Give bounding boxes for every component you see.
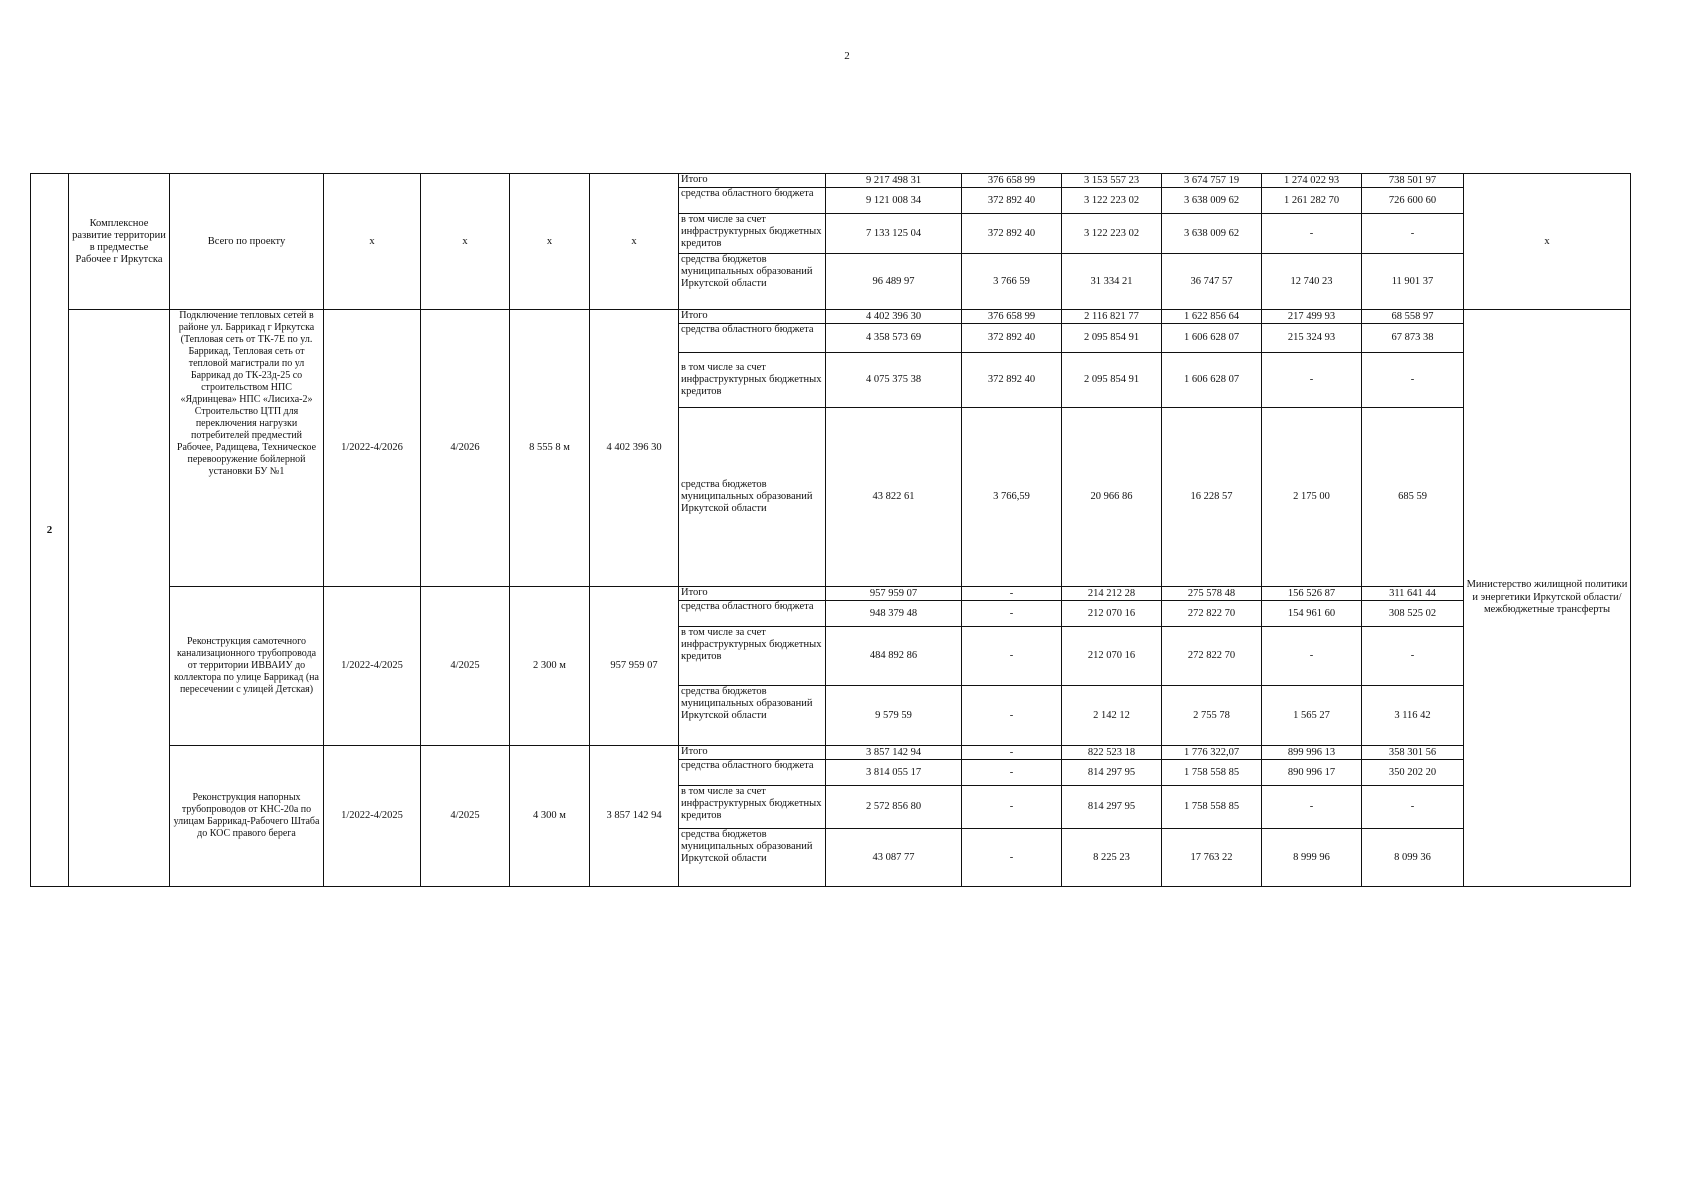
value-cell: 3 638 009 62 xyxy=(1162,214,1262,254)
value-cell: 890 996 17 xyxy=(1262,760,1362,786)
project-completion: 4/2025 xyxy=(421,587,510,746)
value-cell: 2 095 854 91 xyxy=(1062,353,1162,408)
value-cell: 96 489 97 xyxy=(826,254,962,310)
value-cell: 3 814 055 17 xyxy=(826,760,962,786)
value-cell: 1 274 022 93 xyxy=(1262,174,1362,188)
value-cell: - xyxy=(1362,627,1464,686)
value-cell: 1 261 282 70 xyxy=(1262,188,1362,214)
table-row xyxy=(31,310,1631,324)
value-cell: 8 999 96 xyxy=(1262,829,1362,887)
value-cell: 214 212 28 xyxy=(1062,587,1162,601)
value-cell: - xyxy=(1362,786,1464,829)
project-name: Реконструкция самотечного канализационного трубопровода от территории ИВВАИУ до коллектора по улице Баррикад (на пересечении с улицей Детская) xyxy=(170,587,324,746)
total-executor: x xyxy=(1464,174,1631,310)
value-cell: 822 523 18 xyxy=(1062,746,1162,760)
value-cell: 372 892 40 xyxy=(962,188,1062,214)
value-cell: 2 095 854 91 xyxy=(1062,324,1162,353)
total-project-name: Всего по проекту xyxy=(170,174,324,310)
value-cell: 4 358 573 69 xyxy=(826,324,962,353)
value-cell: 311 641 44 xyxy=(1362,587,1464,601)
value-cell: - xyxy=(1262,627,1362,686)
project-name: Подключение тепловых сетей в районе ул. Баррикад г Иркутска (Тепловая сеть от ТК-7Е по ул. Баррикад, Тепловая сеть от тепловой магистрали по ул Баррикад до ТК-23д-25 со строительством НПС «Ядринцева» НПС «Лисиха-2» Строительство ЦТП для переключения нагрузки потребителей предместий Рабочее, Радищева, Техническое перевооружение бойлерной установки БУ №1 xyxy=(170,310,324,587)
value-cell: 3 766,59 xyxy=(962,408,1062,587)
source-label: средства областного бюджета xyxy=(679,188,826,214)
value-cell: 2 142 12 xyxy=(1062,686,1162,746)
source-label: Итого xyxy=(679,746,826,760)
value-cell: - xyxy=(962,760,1062,786)
value-cell: - xyxy=(962,686,1062,746)
value-cell: 4 402 396 30 xyxy=(826,310,962,324)
value-cell: - xyxy=(962,746,1062,760)
value-cell: 2 572 856 80 xyxy=(826,786,962,829)
value-cell: 726 600 60 xyxy=(1362,188,1464,214)
project-period: 1/2022-4/2025 xyxy=(324,587,421,746)
value-cell: 685 59 xyxy=(1362,408,1464,587)
value-cell: 3 122 223 02 xyxy=(1062,188,1162,214)
value-cell: 376 658 99 xyxy=(962,310,1062,324)
value-cell: 1 565 27 xyxy=(1262,686,1362,746)
value-cell: - xyxy=(962,829,1062,887)
value-cell: 272 822 70 xyxy=(1162,627,1262,686)
table-row xyxy=(31,587,1631,601)
value-cell: 948 379 48 xyxy=(826,601,962,627)
value-cell: 308 525 02 xyxy=(1362,601,1464,627)
value-cell: 899 996 13 xyxy=(1262,746,1362,760)
value-cell: 3 674 757 19 xyxy=(1162,174,1262,188)
source-label: средства областного бюджета xyxy=(679,601,826,627)
value-cell: 156 526 87 xyxy=(1262,587,1362,601)
value-cell: 2 116 821 77 xyxy=(1062,310,1162,324)
source-label: в том числе за счет инфраструктурных бюджетных кредитов xyxy=(679,627,826,686)
value-cell: 272 822 70 xyxy=(1162,601,1262,627)
value-cell: 8 099 36 xyxy=(1362,829,1464,887)
value-cell: 7 133 125 04 xyxy=(826,214,962,254)
value-cell: 3 116 42 xyxy=(1362,686,1464,746)
value-cell: - xyxy=(1362,214,1464,254)
value-cell: 11 901 37 xyxy=(1362,254,1464,310)
value-cell: 43 822 61 xyxy=(826,408,962,587)
total-cost: x xyxy=(590,174,679,310)
source-label: в том числе за счет инфраструктурных бюджетных кредитов xyxy=(679,214,826,254)
source-label: средства бюджетов муниципальных образований Иркутской области xyxy=(679,408,826,587)
value-cell: 2 755 78 xyxy=(1162,686,1262,746)
source-label: средства бюджетов муниципальных образований Иркутской области xyxy=(679,829,826,887)
source-label: Итого xyxy=(679,587,826,601)
row-number: 2 xyxy=(31,174,69,887)
value-cell: 1 758 558 85 xyxy=(1162,786,1262,829)
value-cell: 3 153 557 23 xyxy=(1062,174,1162,188)
value-cell: 154 961 60 xyxy=(1262,601,1362,627)
value-cell: 9 579 59 xyxy=(826,686,962,746)
source-label: в том числе за счет инфраструктурных бюджетных кредитов xyxy=(679,786,826,829)
territory-name: Комплексное развитие территории в предместье Рабочее г Иркутска xyxy=(69,174,170,310)
source-label: средства областного бюджета xyxy=(679,324,826,353)
total-period: x xyxy=(324,174,421,310)
value-cell: 738 501 97 xyxy=(1362,174,1464,188)
value-cell: 3 638 009 62 xyxy=(1162,188,1262,214)
project-capacity: 2 300 м xyxy=(510,587,590,746)
source-label: Итого xyxy=(679,174,826,188)
value-cell: 212 070 16 xyxy=(1062,601,1162,627)
value-cell: 275 578 48 xyxy=(1162,587,1262,601)
value-cell: 814 297 95 xyxy=(1062,760,1162,786)
value-cell: 814 297 95 xyxy=(1062,786,1162,829)
value-cell: 68 558 97 xyxy=(1362,310,1464,324)
source-label: средства областного бюджета xyxy=(679,760,826,786)
value-cell: 16 228 57 xyxy=(1162,408,1262,587)
value-cell: 1 622 856 64 xyxy=(1162,310,1262,324)
project-cost: 4 402 396 30 xyxy=(590,310,679,587)
territory-blank xyxy=(69,310,170,887)
ministry-executor: Министерство жилищной политики и энергетики Иркутской области/ межбюджетные трансферты xyxy=(1464,310,1631,887)
value-cell: 9 217 498 31 xyxy=(826,174,962,188)
project-period: 1/2022-4/2025 xyxy=(324,746,421,887)
value-cell: 1 758 558 85 xyxy=(1162,760,1262,786)
value-cell: 36 747 57 xyxy=(1162,254,1262,310)
value-cell: - xyxy=(1262,353,1362,408)
value-cell: 31 334 21 xyxy=(1062,254,1162,310)
project-completion: 4/2026 xyxy=(421,310,510,587)
value-cell: 1 606 628 07 xyxy=(1162,324,1262,353)
source-label: средства бюджетов муниципальных образований Иркутской области xyxy=(679,254,826,310)
value-cell: 372 892 40 xyxy=(962,353,1062,408)
source-label: Итого xyxy=(679,310,826,324)
project-cost: 957 959 07 xyxy=(590,587,679,746)
value-cell: 67 873 38 xyxy=(1362,324,1464,353)
value-cell: 212 070 16 xyxy=(1062,627,1162,686)
value-cell: 9 121 008 34 xyxy=(826,188,962,214)
value-cell: - xyxy=(962,601,1062,627)
source-label: в том числе за счет инфраструктурных бюджетных кредитов xyxy=(679,353,826,408)
project-capacity: 8 555 8 м xyxy=(510,310,590,587)
value-cell: 372 892 40 xyxy=(962,324,1062,353)
project-cost: 3 857 142 94 xyxy=(590,746,679,887)
value-cell: 350 202 20 xyxy=(1362,760,1464,786)
project-name: Реконструкция напорных трубопроводов от КНС-20а по улицам Баррикад-Рабочего Штаба до КОС правого берега xyxy=(170,746,324,887)
value-cell: 3 122 223 02 xyxy=(1062,214,1162,254)
value-cell: 1 606 628 07 xyxy=(1162,353,1262,408)
total-capacity: x xyxy=(510,174,590,310)
budget-table xyxy=(30,173,1631,887)
page-number: 2 xyxy=(844,50,850,62)
value-cell: 17 763 22 xyxy=(1162,829,1262,887)
value-cell: 12 740 23 xyxy=(1262,254,1362,310)
table-row xyxy=(31,746,1631,760)
source-label: средства бюджетов муниципальных образований Иркутской области xyxy=(679,686,826,746)
project-capacity: 4 300 м xyxy=(510,746,590,887)
value-cell: 1 776 322,07 xyxy=(1162,746,1262,760)
project-period: 1/2022-4/2026 xyxy=(324,310,421,587)
value-cell: 358 301 56 xyxy=(1362,746,1464,760)
total-completion: x xyxy=(421,174,510,310)
value-cell: 4 075 375 38 xyxy=(826,353,962,408)
value-cell: - xyxy=(962,786,1062,829)
value-cell: 217 499 93 xyxy=(1262,310,1362,324)
value-cell: 372 892 40 xyxy=(962,214,1062,254)
value-cell: 484 892 86 xyxy=(826,627,962,686)
project-completion: 4/2025 xyxy=(421,746,510,887)
value-cell: - xyxy=(1262,214,1362,254)
value-cell: - xyxy=(962,587,1062,601)
value-cell: 957 959 07 xyxy=(826,587,962,601)
value-cell: 2 175 00 xyxy=(1262,408,1362,587)
value-cell: 20 966 86 xyxy=(1062,408,1162,587)
value-cell: 3 766 59 xyxy=(962,254,1062,310)
value-cell: - xyxy=(962,627,1062,686)
value-cell: 43 087 77 xyxy=(826,829,962,887)
value-cell: 3 857 142 94 xyxy=(826,746,962,760)
value-cell: 8 225 23 xyxy=(1062,829,1162,887)
value-cell: - xyxy=(1262,786,1362,829)
value-cell: 376 658 99 xyxy=(962,174,1062,188)
value-cell: 215 324 93 xyxy=(1262,324,1362,353)
table-row xyxy=(31,174,1631,188)
value-cell: - xyxy=(1362,353,1464,408)
